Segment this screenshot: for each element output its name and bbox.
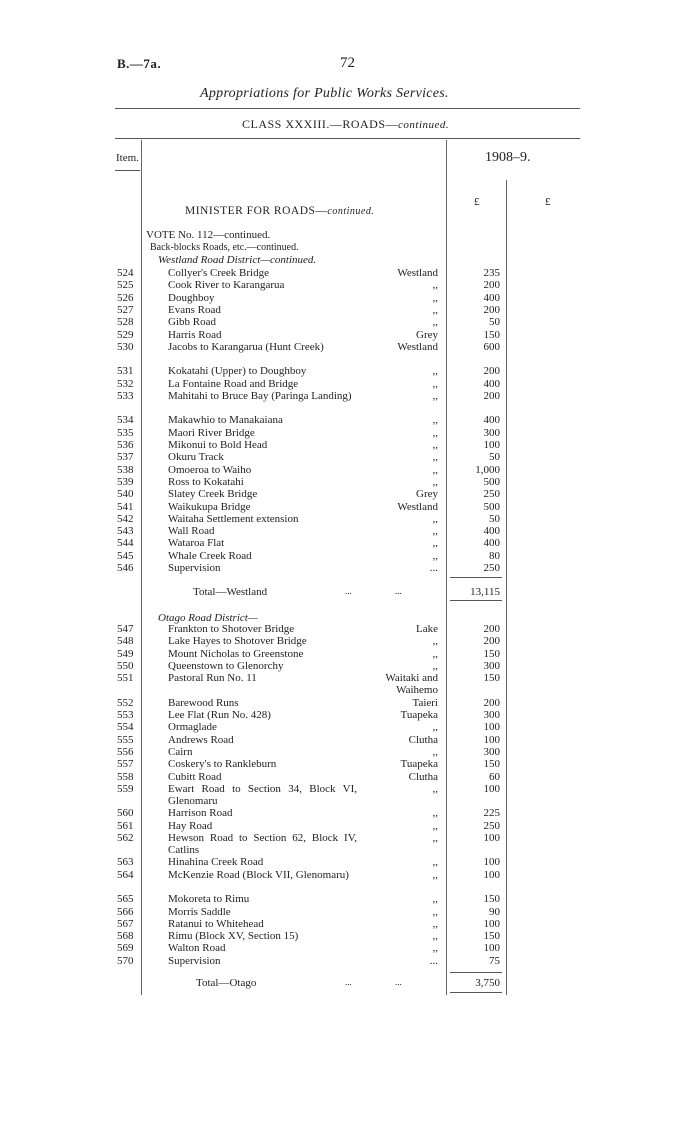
county: ,, [432,856,438,869]
amount: 200 [483,303,500,316]
table-row [0,807,700,819]
amount: 400 [483,414,500,427]
otago-total-dots-2: ... [395,977,402,987]
item-number: 529 [117,328,134,341]
table-row [0,341,700,353]
item-number: 564 [117,868,134,881]
county: ,, [432,807,438,820]
document-reference: B.—7a. [117,56,162,71]
amount: 200 [483,389,500,402]
item-description: Waikukupa Bridge [168,500,251,513]
otago-total-top-rule [450,972,502,973]
county: ,, [432,291,438,304]
item-number: 551 [117,672,134,685]
amount: 250 [483,819,500,832]
item-number: 533 [117,389,134,402]
item-number: 536 [117,439,134,451]
title-rule [115,108,580,109]
table-row [0,451,700,463]
item-number: 556 [117,745,134,758]
county: ,, [432,893,438,906]
table-row [0,856,700,868]
amount: 200 [483,365,500,378]
county: ,, [432,930,438,943]
amount: 75 [489,954,500,967]
table-row [0,635,700,647]
amount: 150 [483,930,500,943]
amount: 1,000 [475,463,500,476]
table-row [0,476,700,488]
amount: 200 [483,623,500,635]
county: ,, [432,279,438,292]
county: Clutha [408,733,438,746]
item-number: 548 [117,635,134,648]
item-number: 562 [117,831,134,844]
item-description: Supervision [168,562,221,574]
amount: 250 [483,562,500,574]
item-number: 559 [117,782,134,795]
table-row [0,918,700,930]
county: ,, [432,917,438,930]
item-number: 563 [117,856,134,869]
item-number: 527 [117,303,134,316]
item-description: Okuru Track [168,451,224,464]
vote-heading: VOTE No. 112—continued. [146,229,271,241]
amount: 150 [483,672,500,685]
table-row [0,893,700,905]
amount: 150 [483,647,500,660]
class-title-continued: continued. [398,119,450,131]
item-description: Supervision [168,954,221,967]
item-number: 547 [117,623,134,635]
table-row [0,771,700,783]
item-description: Collyer's Creek Bridge [168,267,269,279]
item-number: 534 [117,414,134,427]
county: ,, [432,426,438,439]
item-description: Cairn [168,745,193,758]
amount: 150 [483,328,500,341]
item-number: 538 [117,463,134,476]
item-description: Waitaha Settlement extension [168,512,299,525]
table-row [0,292,700,304]
amount: 400 [483,525,500,538]
item-description: Kokatahi (Upper) to Doughboy [168,365,307,378]
westland-total-top-rule [450,577,502,578]
county: ,, [432,537,438,550]
item-number: 555 [117,733,134,746]
item-description: Harris Road [168,328,222,341]
county: ,, [432,512,438,525]
item-description: Walton Road [168,942,226,955]
item-description: Cook River to Karangarua [168,279,285,292]
table-row [0,267,700,279]
item-description: Coskery's to Rankleburn [168,758,277,771]
item-description: Mount Nicholas to Greenstone [168,647,304,660]
item-description: Frankton to Shotover Bridge [168,623,295,635]
item-number: 546 [117,562,134,574]
amount: 50 [489,316,500,329]
item-description: Mikonui to Bold Head [168,439,268,451]
item-description: Doughboy [168,291,215,304]
amount: 400 [483,537,500,550]
item-number: 568 [117,930,134,943]
amount: 100 [483,868,500,881]
county: Westland [397,267,438,279]
county: ,, [432,905,438,918]
item-number: 537 [117,451,134,464]
amount: 200 [483,696,500,709]
item-description: Ratanui to Whitehead [168,917,264,930]
amount: 150 [483,893,500,906]
amount: 150 [483,758,500,771]
westland-total-dots-2: ... [395,586,402,596]
back-blocks-heading: Back-blocks Roads, etc.—continued. [150,242,299,253]
county: Taieri [412,696,438,709]
county: ,, [432,365,438,378]
item-description: Makawhio to Manakaiana [168,414,283,427]
item-description: Queenstown to Glenorchy [168,659,284,672]
county: Tuapeka [400,758,438,771]
otago-total-dots-1: ... [345,977,352,987]
item-number: 541 [117,500,134,513]
county: Westland [397,500,438,513]
amount: 100 [483,856,500,869]
item-header-rule [115,170,140,171]
amount: 300 [483,426,500,439]
county: ,, [432,721,438,734]
table-row [0,758,700,770]
table-top-rule [115,138,580,139]
otago-total-label: Total—Otago [196,977,257,989]
amount: 100 [483,439,500,451]
item-number: 569 [117,942,134,955]
item-column-header: Item. [116,152,139,164]
item-description: Hinahina Creek Road [168,856,264,869]
county: ,, [432,745,438,758]
item-description: Ewart Road to Section 34, Block VI, Glenomaru [168,782,357,807]
table-row [0,623,700,635]
item-description: La Fontaine Road and Bridge [168,377,299,390]
item-number: 558 [117,770,134,783]
table-row [0,746,700,758]
amount: 60 [489,770,500,783]
item-number: 550 [117,659,134,672]
county: ,, [432,377,438,390]
otago-total-bottom-rule [450,992,502,993]
table-row [0,709,700,721]
item-number: 545 [117,549,134,562]
item-description: Rimu (Block XV, Section 15) [168,930,299,943]
county: ,, [432,659,438,672]
table-row [0,414,700,426]
item-number: 561 [117,819,134,832]
table-row [0,648,700,660]
item-description: Mokoreta to Rimu [168,893,250,906]
table-row [0,427,700,439]
county: Waitaki and Waihemo [385,672,438,697]
item-number: 526 [117,291,134,304]
item-number: 524 [117,267,134,279]
item-description: Lake Hayes to Shotover Bridge [168,635,307,648]
item-number: 567 [117,917,134,930]
table-row [0,906,700,918]
amount: 100 [483,942,500,955]
item-description: Barewood Runs [168,696,239,709]
table-row [0,930,700,942]
table-row [0,439,700,451]
amount: 80 [489,549,500,562]
table-row [0,390,700,402]
amount: 400 [483,377,500,390]
minister-heading-text: MINISTER FOR ROADS— [185,205,328,217]
item-number: 565 [117,893,134,906]
county: ,, [432,782,438,795]
table-row [0,513,700,525]
minister-heading [185,205,374,217]
amount: 200 [483,635,500,648]
item-number: 530 [117,340,134,353]
county: ,, [432,831,438,844]
amount: 500 [483,475,500,488]
item-number: 525 [117,279,134,292]
amount: 50 [489,451,500,464]
item-description: Ross to Kokatahi [168,475,244,488]
amount: 300 [483,709,500,721]
item-description: Hewson Road to Section 62, Block IV, Catlins [168,831,357,856]
item-description: Hay Road [168,819,213,832]
otago-total-amount: 3,750 [475,977,500,989]
item-description: Jacobs to Karangarua (Hunt Creek) [168,340,324,353]
item-description: Wataroa Flat [168,537,225,550]
county: ... [429,954,438,967]
table-row [0,329,700,341]
table-row [0,550,700,562]
table-row [0,537,700,549]
table-row [0,734,700,746]
item-number: 553 [117,709,134,721]
table-row [0,782,700,807]
county: Clutha [408,770,438,783]
county: Tuapeka [400,709,438,721]
amount: 50 [489,512,500,525]
table-row [0,501,700,513]
item-number: 543 [117,525,134,538]
county: Grey [416,488,438,501]
item-description: Maori River Bridge [168,426,255,439]
item-number: 566 [117,905,134,918]
item-number: 532 [117,377,134,390]
table-row [0,660,700,672]
item-number: 528 [117,316,134,329]
item-description: Harrison Road [168,807,233,820]
amount: 300 [483,659,500,672]
county: ,, [432,647,438,660]
county: ,, [432,525,438,538]
item-description: Omoeroa to Waiho [168,463,252,476]
page-number: 72 [340,55,355,71]
table-row [0,525,700,537]
table-row [0,365,700,377]
westland-total-dots-1: ... [345,586,352,596]
item-description: Gibb Road [168,316,216,329]
item-description: Pastoral Run No. 11 [168,672,257,685]
county: ,, [432,819,438,832]
amount: 200 [483,279,500,292]
item-description: Evans Road [168,303,221,316]
county: ,, [432,389,438,402]
county: ,, [432,475,438,488]
item-description: Andrews Road [168,733,234,746]
amount: 100 [483,733,500,746]
table-row [0,721,700,733]
table-row [0,955,700,967]
year-column-header: 1908–9. [485,150,531,165]
currency-symbol-1: £ [474,196,480,208]
amount: 300 [483,745,500,758]
amount: 100 [483,831,500,844]
table-row [0,697,700,709]
otago-district-heading: Otago Road District— [158,612,258,624]
amount: 250 [483,488,500,501]
county: ,, [432,316,438,329]
westland-district-heading: Westland Road District—continued. [158,254,317,266]
amount: 100 [483,917,500,930]
county: Lake [416,623,438,635]
item-description: Ormaglade [168,721,217,734]
item-number: 552 [117,696,134,709]
county: ,, [432,414,438,427]
item-number: 540 [117,488,134,501]
item-number: 531 [117,365,134,378]
amount: 90 [489,905,500,918]
amount: 100 [483,721,500,734]
county: ,, [432,451,438,464]
item-number: 542 [117,512,134,525]
item-description: Lee Flat (Run No. 428) [168,709,271,721]
class-title-text: CLASS XXXIII.—ROADS— [242,117,399,131]
county: ,, [432,463,438,476]
table-row [0,672,700,697]
minister-heading-continued: continued. [327,206,375,217]
item-description: McKenzie Road (Block VII, Glenomaru) [168,868,349,881]
table-row [0,820,700,832]
table-row [0,942,700,954]
item-number: 554 [117,721,134,734]
item-number: 535 [117,426,134,439]
table-row [0,279,700,291]
county: ,, [432,635,438,648]
county: ,, [432,549,438,562]
county: Westland [397,340,438,353]
county: ,, [432,303,438,316]
item-number: 549 [117,647,134,660]
table-row [0,488,700,500]
class-title [242,117,449,132]
table-row [0,869,700,881]
county: ,, [432,439,438,451]
item-description: Slatey Creek Bridge [168,488,258,501]
table-row [0,304,700,316]
amount: 225 [483,807,500,820]
item-description: Cubitt Road [168,770,222,783]
westland-total-label: Total—Westland [193,586,268,598]
page-title: Appropriations for Public Works Services. [200,86,449,101]
amount: 235 [483,267,500,279]
westland-total-bottom-rule [450,600,502,601]
county: Grey [416,328,438,341]
amount: 600 [483,340,500,353]
table-row [0,831,700,856]
amount: 500 [483,500,500,513]
item-description: Whale Creek Road [168,549,252,562]
table-row [0,562,700,574]
item-number: 570 [117,954,134,967]
table-row [0,378,700,390]
table-row [0,464,700,476]
county: ,, [432,942,438,955]
item-number: 557 [117,758,134,771]
amount: 400 [483,291,500,304]
county: ... [429,562,438,574]
item-number: 539 [117,475,134,488]
amount: 100 [483,782,500,795]
item-description: Morris Saddle [168,905,231,918]
county: ,, [432,868,438,881]
table-row [0,316,700,328]
currency-symbol-2: £ [545,196,551,208]
item-number: 560 [117,807,134,820]
westland-total-amount: 13,115 [470,586,500,598]
item-number: 544 [117,537,134,550]
item-description: Wall Road [168,525,215,538]
item-description: Mahitahi to Bruce Bay (Paringa Landing) [168,389,352,402]
